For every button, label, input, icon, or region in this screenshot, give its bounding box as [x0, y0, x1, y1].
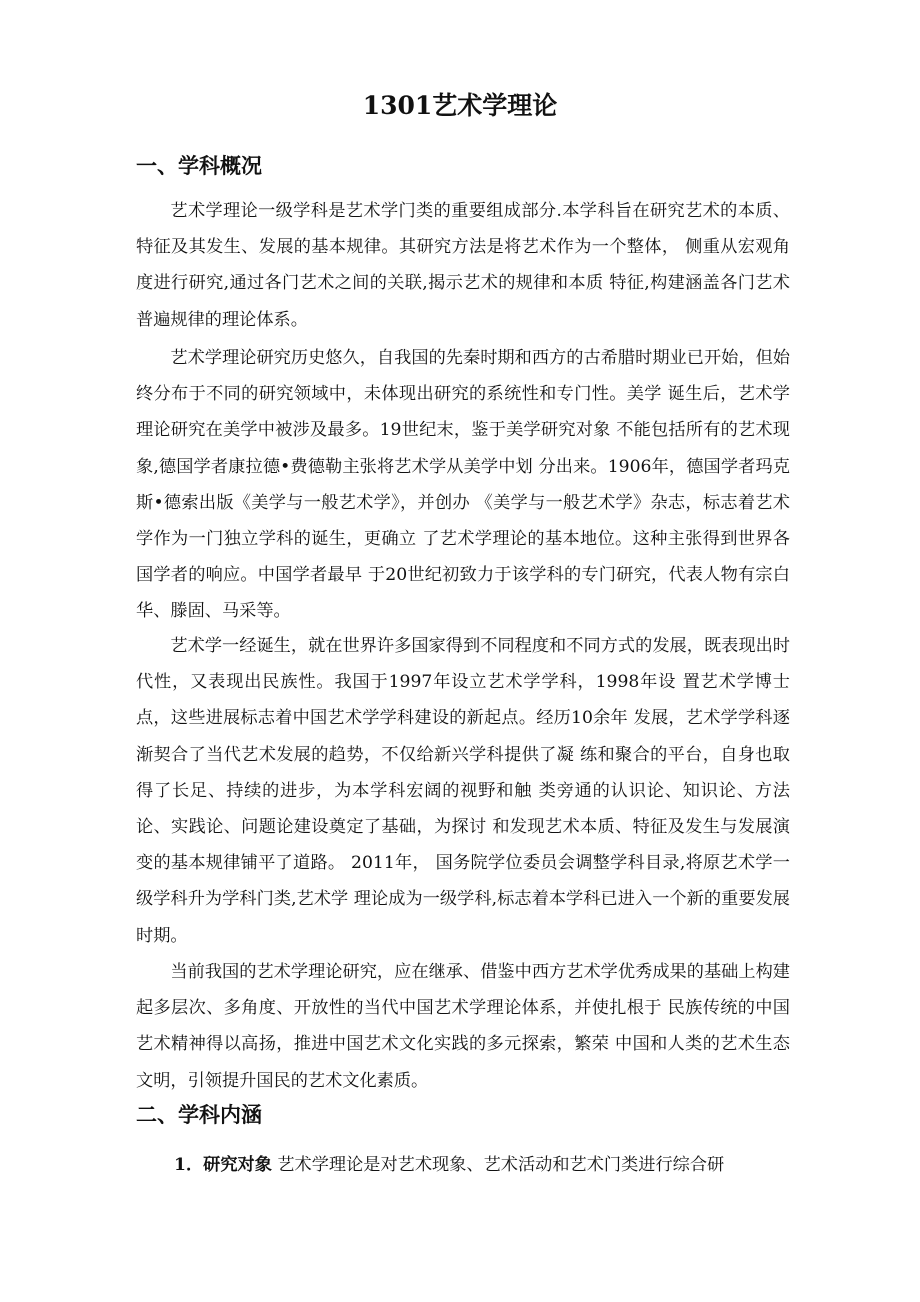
section-heading-overview: 一、学科概况: [136, 153, 262, 178]
section-heading-connotation: 二、学科内涵: [136, 1102, 262, 1127]
list-item-lead: 1．研究对象: [174, 1155, 272, 1175]
list-item-research-object: [136, 1147, 790, 1183]
paragraph: 艺术学一经诞生，就在世界许多国家得到不同程度和不同方式的发展，既表现出时代性，又表现出民族性。我国于1997年设立艺术学学科，1998年设 置艺术学博士点，这些进展标志着中国艺术学学科建设的新起点。经历10余年 发展，艺术学学科逐渐契合了当代艺术发展的趋势，不仅给新兴学科提供了凝 练和聚合的平台，自身也取得了长足、持续的进步，为本学科宏阔的视野和触 类旁通的认识论、知识论、方法论、实践论、问题论建设奠定了基础，为探讨 和发现艺术本质、特征及发生与发展演变的基本规律铺平了道路。 2011年， 国务院学位委员会调整学科目录,将原艺术学一级学科升为学科门类,艺术学 理论成为一级学科,标志着本学科已进入一个新的重要发展时期。: [136, 636, 790, 946]
paragraph: 艺术学理论一级学科是艺术学门类的重要组成部分.本学科旨在研究艺术的本质、特征及其发生、发展的基本规律。其研究方法是将艺术作为一个整体， 侧重从宏观角度进行研究,通过各门艺术之间的关联,揭示艺术的规律和本质 特征,构建涵盖各门艺术普遍规律的理论体系。: [136, 201, 790, 330]
paragraph: 艺术学理论研究历史悠久，自我国的先秦时期和西方的古希腊时期业已开始，但始终分布于不同的研究领域中，未体现出研究的系统性和专门性。美学 诞生后，艺术学理论研究在美学中被涉及最多。19世纪末，鉴于美学研究对象 不能包括所有的艺术现象,德国学者康拉德•费德勒主张将艺术学从美学中划 分出来。1906年，德国学者玛克斯•德索出版《美学与一般艺术学》，并创办 《美学与一般艺术学》杂志，标志着艺术学作为一门独立学科的诞生，更确立 了艺术学理论的基本地位。这种主张得到世界各国学者的响应。中国学者最早 于20世纪初致力于该学科的专门研究，代表人物有宗白华、滕固、马采等。: [136, 348, 790, 622]
document-title: 1301艺术学理论: [362, 91, 558, 120]
list-item-text: 艺术学理论是对艺术现象、艺术活动和艺术门类进行综合研: [271, 1155, 725, 1175]
paragraph: 当前我国的艺术学理论研究，应在继承、借鉴中西方艺术学优秀成果的基础上构建起多层次、多角度、开放性的当代中国艺术学理论体系，并使扎根于 民族传统的中国艺术精神得以高扬，推进中国艺术文化实践的多元探索，繁荣 中国和人类的艺术生态文明，引领提升国民的艺术文化素质。: [136, 962, 790, 1091]
